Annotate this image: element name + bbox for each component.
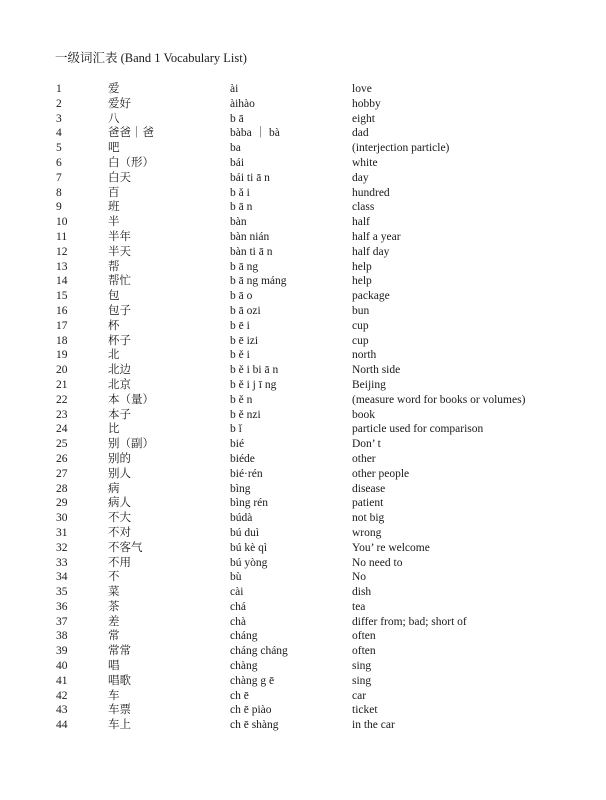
entry-english: differ from; bad; short of bbox=[352, 615, 467, 628]
vocab-row bbox=[0, 215, 606, 230]
entry-pinyin: bìng bbox=[230, 482, 251, 495]
entry-pinyin: ch ē piào bbox=[230, 704, 272, 717]
entry-number: 11 bbox=[56, 230, 68, 243]
entry-english: package bbox=[352, 290, 390, 303]
entry-number: 22 bbox=[56, 393, 68, 406]
vocab-row bbox=[0, 570, 606, 585]
entry-number: 1 bbox=[56, 83, 62, 95]
entry-number: 5 bbox=[56, 142, 62, 155]
entry-english: not big bbox=[352, 512, 385, 525]
entry-english: day bbox=[352, 171, 369, 184]
entry-hanzi: 包 bbox=[108, 290, 120, 303]
vocab-row bbox=[0, 245, 606, 260]
entry-english: dad bbox=[352, 127, 369, 140]
entry-number: 16 bbox=[56, 304, 68, 317]
entry-number: 44 bbox=[56, 719, 68, 732]
entry-hanzi: 车 bbox=[108, 689, 120, 702]
entry-hanzi: 不用 bbox=[108, 556, 131, 569]
vocab-row bbox=[0, 304, 606, 319]
vocab-row bbox=[0, 348, 606, 363]
entry-pinyin: b ā ozi bbox=[230, 304, 261, 317]
entry-pinyin: bié·rén bbox=[230, 467, 263, 480]
entry-pinyin: ba bbox=[230, 142, 241, 155]
entry-english: half bbox=[352, 216, 370, 229]
entry-pinyin: b ě nzi bbox=[230, 408, 261, 421]
entry-hanzi: 本子 bbox=[108, 408, 131, 421]
entry-hanzi: 不对 bbox=[108, 526, 131, 539]
entry-english: You’ re welcome bbox=[352, 541, 430, 554]
entry-number: 37 bbox=[56, 615, 68, 628]
vocab-row bbox=[0, 334, 606, 349]
entry-hanzi: 病 bbox=[108, 482, 120, 495]
entry-english: (interjection particle) bbox=[352, 142, 450, 155]
entry-hanzi: 杯 bbox=[108, 319, 120, 332]
entry-pinyin: chàng g ē bbox=[230, 674, 275, 687]
entry-hanzi: 不客气 bbox=[108, 541, 143, 554]
entry-hanzi: 茶 bbox=[108, 600, 120, 613]
entry-number: 33 bbox=[56, 556, 68, 569]
entry-pinyin: cài bbox=[230, 586, 244, 599]
entry-english: half a year bbox=[352, 230, 401, 243]
entry-number: 4 bbox=[56, 127, 62, 140]
entry-hanzi: 车票 bbox=[108, 704, 131, 717]
vocab-row bbox=[0, 526, 606, 541]
vocab-row bbox=[0, 171, 606, 186]
entry-number: 27 bbox=[56, 467, 68, 480]
vocab-row bbox=[0, 467, 606, 482]
entry-number: 31 bbox=[56, 526, 68, 539]
entry-pinyin: b ā ng máng bbox=[230, 275, 287, 288]
entry-hanzi: 包子 bbox=[108, 304, 131, 317]
entry-pinyin: b ě i bi ā n bbox=[230, 364, 279, 377]
entry-english: cup bbox=[352, 334, 369, 347]
entry-english: ticket bbox=[352, 704, 378, 717]
vocab-row bbox=[0, 319, 606, 334]
entry-english: Don’ t bbox=[352, 438, 381, 451]
entry-pinyin: bù bbox=[230, 571, 242, 584]
entry-number: 23 bbox=[56, 408, 68, 421]
entry-hanzi: 帮忙 bbox=[108, 275, 131, 288]
entry-number: 40 bbox=[56, 660, 68, 673]
entry-hanzi: 爸爸｜爸 bbox=[108, 127, 154, 140]
entry-english: tea bbox=[352, 600, 366, 613]
entry-number: 32 bbox=[56, 541, 68, 554]
entry-hanzi: 不 bbox=[108, 571, 120, 584]
entry-hanzi: 本（量） bbox=[108, 393, 154, 406]
entry-english: hobby bbox=[352, 97, 381, 110]
entry-number: 36 bbox=[56, 600, 68, 613]
entry-number: 41 bbox=[56, 674, 68, 687]
entry-number: 18 bbox=[56, 334, 68, 347]
vocab-row bbox=[0, 644, 606, 659]
entry-hanzi: 爱 bbox=[108, 83, 120, 95]
entry-english: eight bbox=[352, 112, 375, 125]
entry-hanzi: 白天 bbox=[108, 171, 131, 184]
vocab-row bbox=[0, 452, 606, 467]
entry-hanzi: 不大 bbox=[108, 512, 131, 525]
entry-english: white bbox=[352, 156, 378, 169]
entry-number: 8 bbox=[56, 186, 62, 199]
entry-pinyin: bié bbox=[230, 438, 245, 451]
vocab-row bbox=[0, 496, 606, 511]
entry-number: 9 bbox=[56, 201, 62, 214]
entry-hanzi: 比 bbox=[108, 423, 120, 436]
vocab-row bbox=[0, 674, 606, 689]
entry-hanzi: 别的 bbox=[108, 452, 131, 465]
entry-number: 30 bbox=[56, 512, 68, 525]
vocab-row bbox=[0, 230, 606, 245]
entry-pinyin: b ā o bbox=[230, 290, 253, 303]
entry-number: 15 bbox=[56, 290, 68, 303]
entry-pinyin: búdà bbox=[230, 512, 253, 525]
vocab-row bbox=[0, 511, 606, 526]
vocab-row bbox=[0, 141, 606, 156]
entry-hanzi: 班 bbox=[108, 201, 120, 214]
entry-pinyin: chá bbox=[230, 600, 246, 613]
entry-hanzi: 别（副） bbox=[108, 438, 154, 451]
entry-hanzi: 半 bbox=[108, 216, 120, 229]
entry-pinyin: b ā n bbox=[230, 201, 253, 214]
vocab-row bbox=[0, 482, 606, 497]
entry-english: north bbox=[352, 349, 377, 362]
entry-english: often bbox=[352, 645, 376, 658]
entry-pinyin: cháng cháng bbox=[230, 645, 288, 658]
entry-english: disease bbox=[352, 482, 386, 495]
entry-pinyin: b ē i bbox=[230, 319, 250, 332]
entry-pinyin: chàng bbox=[230, 660, 258, 673]
vocab-row bbox=[0, 260, 606, 275]
entry-hanzi: 常 bbox=[108, 630, 120, 643]
vocab-row bbox=[0, 437, 606, 452]
vocab-row bbox=[0, 422, 606, 437]
entry-number: 29 bbox=[56, 497, 68, 510]
entry-number: 6 bbox=[56, 156, 62, 169]
entry-english: bun bbox=[352, 304, 370, 317]
entry-pinyin: ch ē shàng bbox=[230, 719, 279, 732]
vocabulary-list bbox=[0, 82, 606, 733]
entry-pinyin: b ǐ bbox=[230, 423, 242, 436]
entry-english: class bbox=[352, 201, 375, 214]
entry-hanzi: 别人 bbox=[108, 467, 131, 480]
vocab-row bbox=[0, 541, 606, 556]
entry-pinyin: bái bbox=[230, 156, 245, 169]
entry-pinyin: b ā ng bbox=[230, 260, 259, 273]
entry-number: 24 bbox=[56, 423, 68, 436]
vocab-row bbox=[0, 585, 606, 600]
vocab-row bbox=[0, 126, 606, 141]
entry-hanzi: 北 bbox=[108, 349, 120, 362]
vocab-row bbox=[0, 629, 606, 644]
vocab-row bbox=[0, 186, 606, 201]
entry-english: No need to bbox=[352, 556, 403, 569]
entry-number: 14 bbox=[56, 275, 68, 288]
entry-pinyin: biéde bbox=[230, 452, 255, 465]
vocab-row bbox=[0, 408, 606, 423]
entry-english: No bbox=[352, 571, 367, 584]
vocab-row bbox=[0, 363, 606, 378]
entry-pinyin: ài bbox=[230, 83, 239, 95]
entry-pinyin: b ě i bbox=[230, 349, 250, 362]
entry-english: other people bbox=[352, 467, 410, 480]
entry-number: 19 bbox=[56, 349, 68, 362]
entry-pinyin: bú kè qì bbox=[230, 541, 268, 554]
entry-hanzi: 菜 bbox=[108, 586, 120, 599]
vocab-row bbox=[0, 703, 606, 718]
entry-english: wrong bbox=[352, 526, 382, 539]
vocab-row bbox=[0, 556, 606, 571]
entry-hanzi: 唱 bbox=[108, 660, 120, 673]
entry-number: 26 bbox=[56, 452, 68, 465]
entry-pinyin: b ē izi bbox=[230, 334, 259, 347]
entry-hanzi: 常常 bbox=[108, 645, 131, 658]
vocab-row bbox=[0, 97, 606, 112]
entry-number: 25 bbox=[56, 438, 68, 451]
entry-english: (measure word for books or volumes) bbox=[352, 393, 526, 406]
entry-hanzi: 半年 bbox=[108, 230, 131, 243]
vocab-row bbox=[0, 689, 606, 704]
entry-number: 17 bbox=[56, 319, 68, 332]
entry-english: sing bbox=[352, 660, 372, 673]
vocab-row bbox=[0, 718, 606, 733]
entry-english: cup bbox=[352, 319, 369, 332]
entry-number: 13 bbox=[56, 260, 68, 273]
entry-english: book bbox=[352, 408, 375, 421]
entry-number: 39 bbox=[56, 645, 68, 658]
entry-english: in the car bbox=[352, 719, 395, 732]
entry-number: 21 bbox=[56, 378, 68, 391]
entry-hanzi: 帮 bbox=[108, 260, 120, 273]
entry-english: Beijing bbox=[352, 378, 386, 391]
entry-pinyin: àihào bbox=[230, 97, 255, 110]
vocab-row bbox=[0, 393, 606, 408]
entry-number: 43 bbox=[56, 704, 68, 717]
entry-number: 28 bbox=[56, 482, 68, 495]
entry-english: half day bbox=[352, 245, 390, 258]
vocab-row bbox=[0, 274, 606, 289]
vocab-row bbox=[0, 112, 606, 127]
entry-hanzi: 吧 bbox=[108, 142, 120, 155]
entry-english: sing bbox=[352, 674, 372, 687]
entry-number: 38 bbox=[56, 630, 68, 643]
entry-pinyin: ch ē bbox=[230, 689, 249, 702]
vocab-row bbox=[0, 615, 606, 630]
entry-pinyin: b ǎ i bbox=[230, 186, 250, 199]
entry-english: car bbox=[352, 689, 367, 702]
entry-english: patient bbox=[352, 497, 384, 510]
vocab-row bbox=[0, 600, 606, 615]
entry-pinyin: bàba ｜ bà bbox=[230, 127, 280, 140]
vocab-row bbox=[0, 156, 606, 171]
entry-pinyin: bàn nián bbox=[230, 230, 270, 243]
vocab-row bbox=[0, 82, 606, 97]
entry-hanzi: 病人 bbox=[108, 497, 131, 510]
entry-number: 34 bbox=[56, 571, 68, 584]
entry-pinyin: bú yòng bbox=[230, 556, 268, 569]
entry-hanzi: 杯子 bbox=[108, 334, 131, 347]
entry-english: North side bbox=[352, 364, 401, 377]
entry-pinyin: bàn bbox=[230, 216, 247, 229]
entry-pinyin: bàn ti ā n bbox=[230, 245, 273, 258]
entry-pinyin: bái ti ā n bbox=[230, 171, 270, 184]
vocab-row bbox=[0, 378, 606, 393]
entry-number: 42 bbox=[56, 689, 68, 702]
entry-pinyin: bú duì bbox=[230, 526, 260, 539]
entry-number: 7 bbox=[56, 171, 62, 184]
entry-english: hundred bbox=[352, 186, 390, 199]
entry-pinyin: b ě n bbox=[230, 393, 253, 406]
entry-english: help bbox=[352, 275, 372, 288]
document-title: 一级词汇表 (Band 1 Vocabulary List) bbox=[55, 51, 247, 65]
entry-english: dish bbox=[352, 586, 372, 599]
vocab-row bbox=[0, 289, 606, 304]
entry-pinyin: b ě i j ī ng bbox=[230, 378, 277, 391]
entry-number: 20 bbox=[56, 364, 68, 377]
entry-english: help bbox=[352, 260, 372, 273]
entry-hanzi: 车上 bbox=[108, 719, 131, 732]
entry-hanzi: 百 bbox=[108, 186, 120, 199]
entry-number: 3 bbox=[56, 112, 62, 125]
entry-english: often bbox=[352, 630, 376, 643]
entry-pinyin: b ā bbox=[230, 112, 244, 125]
entry-english: other bbox=[352, 452, 376, 465]
entry-number: 2 bbox=[56, 97, 62, 110]
entry-english: love bbox=[352, 83, 372, 95]
entry-hanzi: 半天 bbox=[108, 245, 131, 258]
entry-pinyin: cháng bbox=[230, 630, 258, 643]
entry-hanzi: 白（形） bbox=[108, 156, 154, 169]
vocab-row bbox=[0, 659, 606, 674]
entry-number: 12 bbox=[56, 245, 68, 258]
entry-hanzi: 北京 bbox=[108, 378, 131, 391]
entry-english: particle used for comparison bbox=[352, 423, 484, 436]
vocab-row bbox=[0, 200, 606, 215]
entry-pinyin: bìng rén bbox=[230, 497, 269, 510]
entry-hanzi: 北边 bbox=[108, 364, 131, 377]
entry-hanzi: 八 bbox=[108, 112, 120, 125]
entry-hanzi: 唱歌 bbox=[108, 674, 131, 687]
entry-hanzi: 爱好 bbox=[108, 97, 131, 110]
entry-number: 10 bbox=[56, 216, 68, 229]
entry-pinyin: chà bbox=[230, 615, 246, 628]
entry-hanzi: 差 bbox=[108, 615, 120, 628]
entry-number: 35 bbox=[56, 586, 68, 599]
